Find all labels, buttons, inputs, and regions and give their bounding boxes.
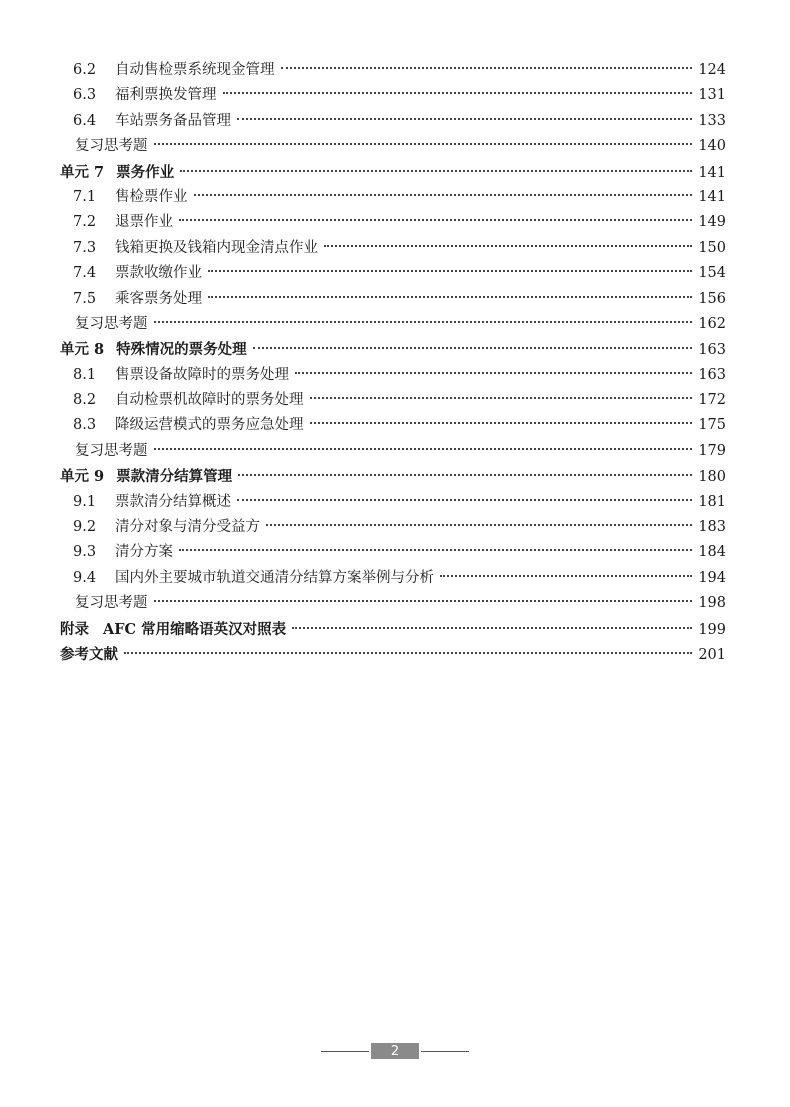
- toc-entry-section: [60, 515, 726, 540]
- toc-entry-page: 124: [698, 62, 726, 78]
- toc-entry-title: 票款清分结算管理: [116, 468, 233, 486]
- toc-entry-section: [60, 566, 726, 591]
- dot-leader: [208, 296, 692, 298]
- toc-entry-page: 149: [698, 214, 726, 231]
- toc-entry-section: [60, 236, 726, 261]
- dot-leader: [179, 549, 692, 551]
- dot-leader: [238, 474, 692, 476]
- toc-entry-section: [60, 83, 726, 108]
- toc-entry-appendix: [60, 642, 726, 667]
- toc-entry-section: [60, 109, 726, 134]
- dot-leader: [154, 321, 693, 323]
- toc-entry-section: [60, 210, 726, 235]
- toc-entry-number: 6.2: [73, 62, 97, 78]
- dot-leader: [292, 627, 692, 629]
- toc-entry-review: [60, 134, 726, 159]
- dot-leader: [310, 397, 693, 399]
- toc-entry-number: 7.1: [73, 188, 97, 205]
- page-footer: [0, 1043, 790, 1059]
- toc-entry-number: 9.2: [73, 519, 97, 536]
- toc-entry-number: 9.3: [73, 544, 97, 561]
- toc-entry-title: 福利票换发管理: [115, 87, 217, 104]
- dot-leader: [266, 524, 692, 526]
- toc-entry-title: 复习思考题: [75, 138, 148, 155]
- toc-entry-page: 150: [698, 239, 726, 256]
- dot-leader: [124, 652, 692, 654]
- toc-entry-number: 单元 8: [60, 341, 105, 359]
- toc-entry-page: 141: [698, 188, 726, 205]
- toc-entry-number: 7.4: [73, 265, 97, 282]
- toc-entry-title: 降级运营模式的票务应急处理: [115, 417, 304, 434]
- toc-entry-page: 175: [698, 417, 726, 434]
- toc-entry-page: 162: [698, 315, 726, 332]
- dot-leader: [295, 372, 692, 374]
- toc-entry-number: 9.4: [73, 569, 97, 586]
- toc-entry-review: [60, 439, 726, 464]
- toc-entry-review: [60, 591, 726, 616]
- toc-entry-number: 8.3: [73, 417, 97, 434]
- toc-entry-title: 票款清分结算概述: [115, 493, 231, 510]
- dot-leader: [237, 499, 692, 501]
- toc-entry-title: 国内外主要城市轨道交通清分结算方案举例与分析: [115, 569, 434, 586]
- toc-entry-title: 复习思考题: [75, 595, 148, 612]
- toc-entry-section: [60, 58, 726, 83]
- dot-leader: [179, 219, 692, 221]
- toc-entry-page: 163: [698, 342, 726, 359]
- toc-entry-title: 售检票作业: [115, 188, 188, 205]
- toc-entry-page: 194: [698, 569, 726, 586]
- toc-entry-page: 199: [698, 621, 726, 638]
- toc-entry-page: 131: [698, 87, 726, 104]
- dot-leader: [154, 143, 693, 145]
- toc-entry-number: 附录: [60, 620, 89, 638]
- toc-entry-unit: [60, 464, 726, 489]
- toc-entry-page: 133: [698, 112, 726, 129]
- toc-entry-title: 乘客票务处理: [115, 290, 202, 307]
- toc-entry-page: 154: [698, 265, 726, 282]
- toc-entry-number: 7.5: [73, 290, 97, 307]
- toc-entry-number: 7.3: [73, 239, 97, 256]
- dot-leader: [237, 118, 692, 120]
- dot-leader: [180, 170, 692, 172]
- toc-entry-section: [60, 261, 726, 286]
- toc-entry-section: [60, 287, 726, 312]
- toc-entry-section: [60, 540, 726, 565]
- toc-entry-title: 自动售检票系统现金管理: [115, 62, 275, 78]
- toc-entry-number: 6.4: [73, 112, 97, 129]
- footer-rule-left: [321, 1051, 369, 1052]
- toc-entry-page: 180: [698, 469, 726, 486]
- toc-entry-page: 184: [698, 544, 726, 561]
- toc-entry-number: 8.1: [73, 366, 97, 383]
- toc-entry-title: 清分对象与清分受益方: [115, 519, 260, 536]
- footer-rule-right: [421, 1051, 469, 1052]
- toc-entry-page: 141: [698, 164, 726, 181]
- toc-entry-title: 复习思考题: [75, 315, 148, 332]
- dot-leader: [194, 194, 693, 196]
- toc-entry-unit: [60, 160, 726, 185]
- toc-entry-title: 退票作业: [115, 214, 173, 231]
- toc-entry-title: 清分方案: [115, 544, 173, 561]
- toc-entry-title: AFC 常用缩略语英汉对照表: [103, 620, 287, 638]
- table-of-contents: [60, 58, 726, 667]
- toc-entry-unit: [60, 337, 726, 362]
- toc-entry-number: 7.2: [73, 214, 97, 231]
- dot-leader: [281, 67, 693, 69]
- dot-leader: [324, 245, 692, 247]
- toc-entry-page: 198: [698, 595, 726, 612]
- toc-entry-number: 单元 7: [60, 163, 105, 181]
- toc-entry-page: 140: [698, 138, 726, 155]
- page-number: 2: [371, 1043, 419, 1059]
- toc-entry-appendix: [60, 617, 726, 642]
- toc-entry-page: 172: [698, 392, 726, 409]
- dot-leader: [223, 92, 693, 94]
- toc-entry-page: 163: [698, 366, 726, 383]
- toc-entry-review: [60, 312, 726, 337]
- dot-leader: [440, 575, 692, 577]
- toc-entry-page: 179: [698, 442, 726, 459]
- toc-entry-section: [60, 490, 726, 515]
- toc-entry-page: 156: [698, 290, 726, 307]
- toc-entry-number: 6.3: [73, 87, 97, 104]
- toc-entry-title: 自动检票机故障时的票务处理: [115, 392, 304, 409]
- toc-entry-number: 9.1: [73, 493, 97, 510]
- toc-entry-page: 183: [698, 519, 726, 536]
- dot-leader: [310, 422, 693, 424]
- toc-entry-title: 票款收缴作业: [115, 265, 202, 282]
- toc-entry-title: 复习思考题: [75, 442, 148, 459]
- toc-entry-title: 票务作业: [116, 163, 175, 181]
- toc-entry-section: [60, 185, 726, 210]
- toc-entry-title: 售票设备故障时的票务处理: [115, 366, 289, 383]
- toc-entry-title: 钱箱更换及钱箱内现金清点作业: [115, 239, 318, 256]
- toc-entry-section: [60, 388, 726, 413]
- toc-entry-section: [60, 413, 726, 438]
- toc-entry-section: [60, 363, 726, 388]
- dot-leader: [154, 448, 693, 450]
- toc-entry-page: 181: [698, 493, 726, 510]
- toc-entry-number: 8.2: [73, 392, 97, 409]
- dot-leader: [253, 347, 693, 349]
- toc-entry-title: 参考文献: [60, 645, 118, 663]
- toc-entry-title: 特殊情况的票务处理: [116, 341, 247, 359]
- dot-leader: [208, 270, 692, 272]
- toc-entry-title: 车站票务备品管理: [115, 112, 231, 129]
- dot-leader: [154, 600, 693, 602]
- toc-entry-page: 201: [698, 646, 726, 663]
- toc-entry-number: 单元 9: [60, 468, 105, 486]
